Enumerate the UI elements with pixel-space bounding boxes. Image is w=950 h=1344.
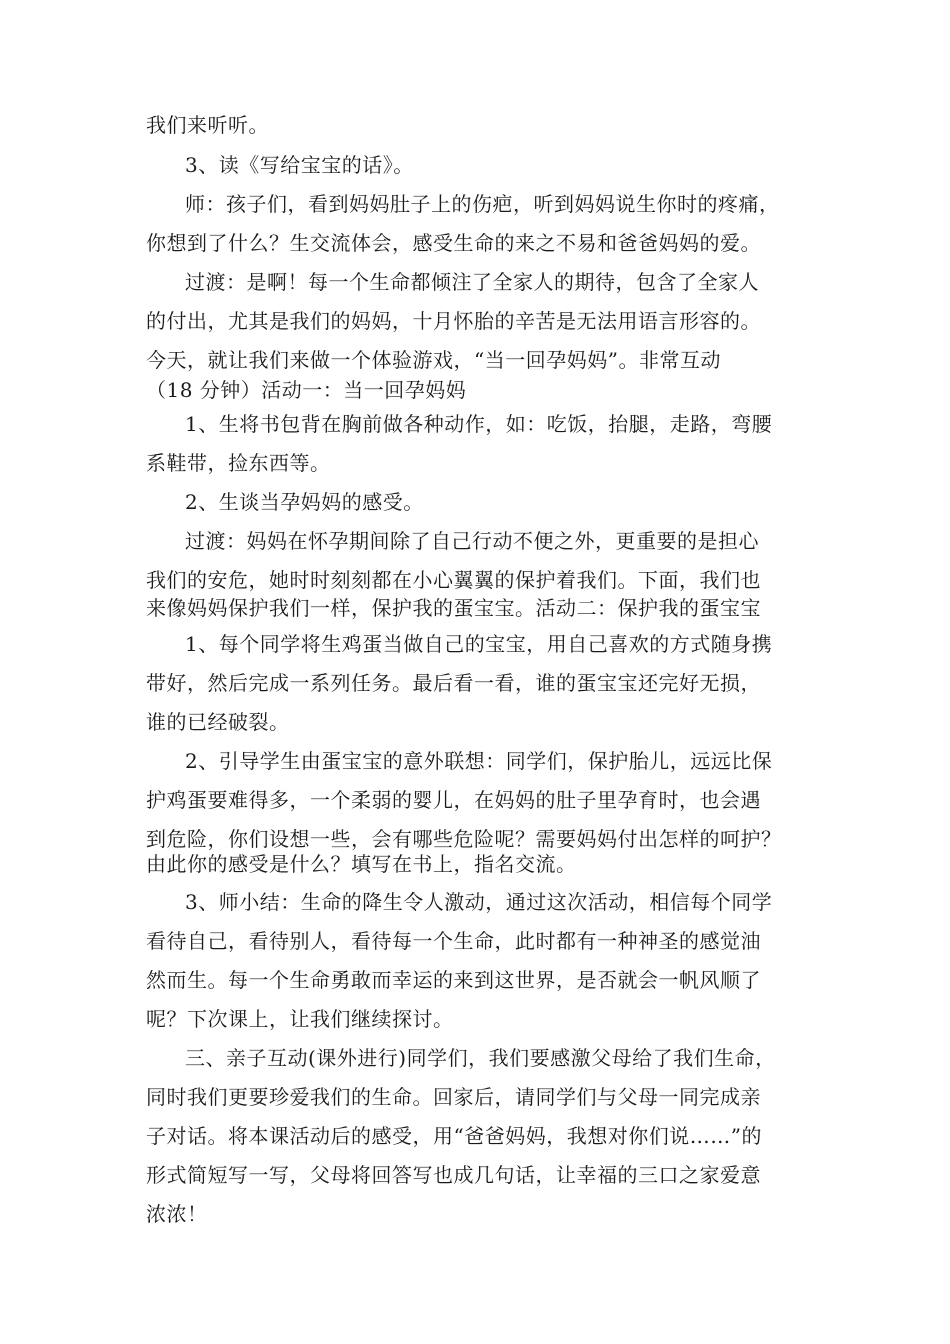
text-line: 浓浓！ xyxy=(146,1202,208,1226)
text-line: 2、引导学生由蛋宝宝的意外联想：同学们，保护胎儿，远远比保 xyxy=(185,749,773,773)
text-line: 3、读《写给宝宝的话》。 xyxy=(185,153,414,177)
text-line: 然而生。每一个生命勇敢而幸运的来到这世界，是否就会一帆风顺了 xyxy=(146,968,761,992)
text-line: 三、亲子互动(课外进行)同学们，我们要感激父母给了我们生命， xyxy=(185,1046,776,1070)
text-line: 来像妈妈保护我们一样，保护我的蛋宝宝。活动二：保护我的蛋宝宝 xyxy=(146,596,761,620)
text-line: 看待自己，看待别人，看待每一个生命，此时都有一种神圣的感觉油 xyxy=(146,929,761,953)
text-line: 护鸡蛋要难得多，一个柔弱的婴儿，在妈妈的肚子里孕育时，也会遇 xyxy=(146,788,761,812)
text-line: 的付出，尤其是我们的妈妈，十月怀胎的辛苦是无法用语言形容的。 xyxy=(146,309,761,333)
text-line: （18 分钟）活动一：当一回孕妈妈 xyxy=(146,378,467,402)
text-line: 过渡：妈妈在怀孕期间除了自己行动不便之外，更重要的是担心 xyxy=(185,529,759,553)
text-line: 1、生将书包背在胸前做各种动作，如：吃饭，抬腿，走路，弯腰 xyxy=(185,412,773,436)
text-line: 你想到了什么？生交流体会，感受生命的来之不易和爸爸妈妈的爱。 xyxy=(146,231,761,255)
text-line: 系鞋带，捡东西等。 xyxy=(146,451,331,475)
text-line: 由此你的感受是什么？填写在书上，指名交流。 xyxy=(146,852,577,876)
text-line: 同时我们更要珍爱我们的生命。回家后，请同学们与父母一同完成亲 xyxy=(146,1085,761,1109)
text-line: 3、师小结：生命的降生令人激动，通过这次活动，相信每个同学 xyxy=(185,890,773,914)
text-line: 形式简短写一写，父母将回答写也成几句话，让幸福的三口之家爱意 xyxy=(146,1163,761,1187)
text-line: 带好，然后完成一系列任务。最后看一看，谁的蛋宝宝还完好无损， xyxy=(146,671,761,695)
text-line: 子对话。将本课活动后的感受，用“爸爸妈妈，我想对你们说……”的 xyxy=(146,1124,762,1148)
text-line: 我们来听听。 xyxy=(146,113,269,137)
text-line: 师：孩子们，看到妈妈肚子上的伤疤，听到妈妈说生你时的疼痛， xyxy=(185,192,780,216)
text-line: 呢？下次课上，让我们继续探讨。 xyxy=(146,1007,454,1031)
text-line: 到危险，你们设想一些，会有哪些危险呢？需要妈妈付出怎样的呵护？ xyxy=(146,827,782,851)
text-line: 今天，就让我们来做一个体验游戏，“当一回孕妈妈”。非常互动 xyxy=(146,348,721,372)
text-line: 我们的安危，她时时刻刻都在小心翼翼的保护着我们。下面，我们也 xyxy=(146,568,761,592)
text-line: 谁的已经破裂。 xyxy=(146,710,290,734)
text-line: 过渡：是啊！每一个生命都倾注了全家人的期待，包含了全家人 xyxy=(185,270,759,294)
text-line: 1、每个同学将生鸡蛋当做自己的宝宝，用自己喜欢的方式随身携 xyxy=(185,632,773,656)
text-line: 2、生谈当孕妈妈的感受。 xyxy=(185,490,424,514)
